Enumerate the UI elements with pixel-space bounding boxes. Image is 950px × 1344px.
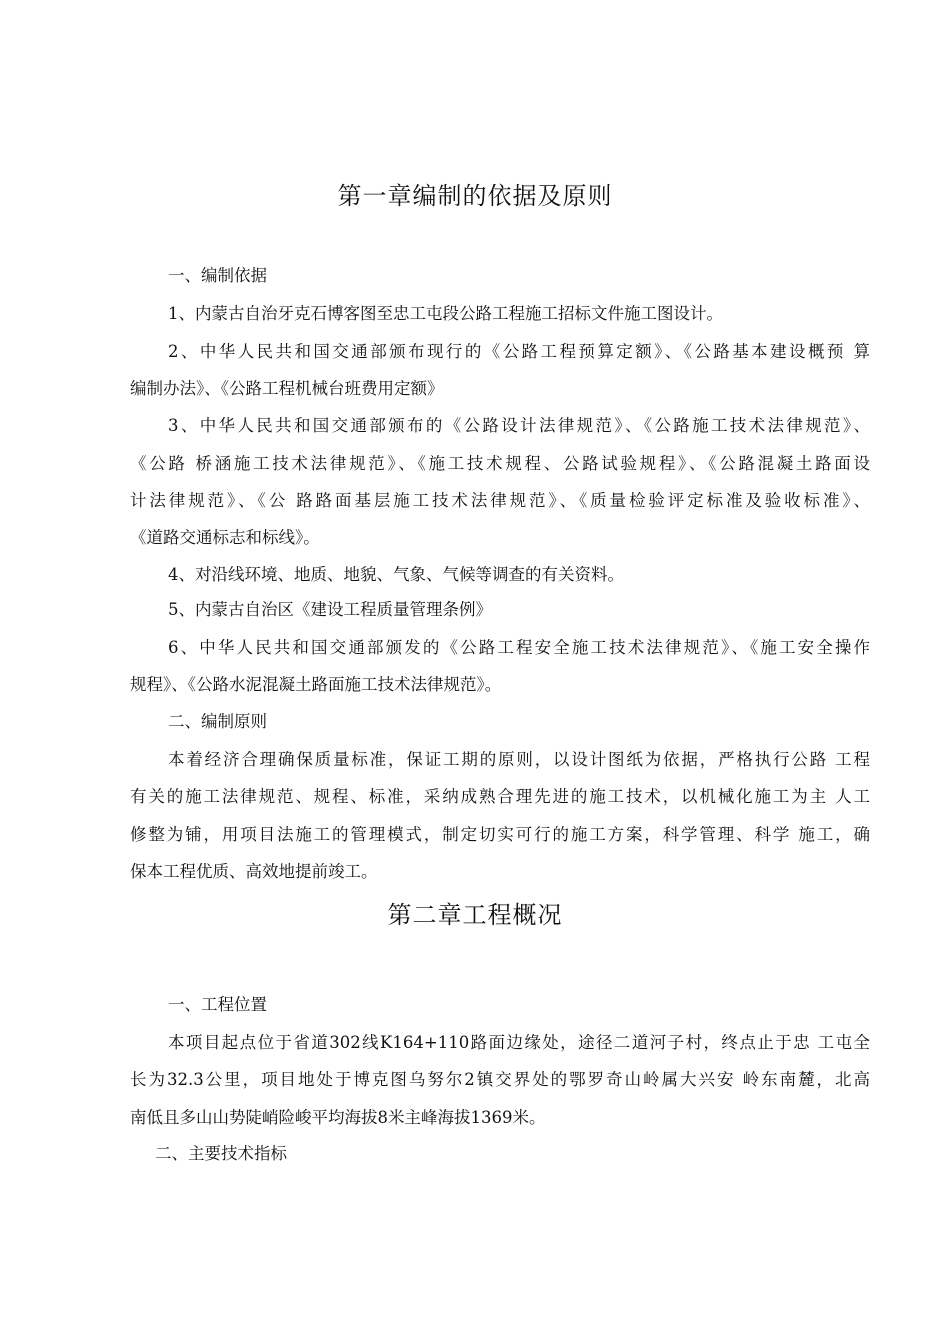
basis-item-1: 1、内蒙古自治牙克石博客图至忠工屯段公路工程施工招标文件施工图设计。 [168,304,723,323]
basis-item-2-line-1: 2、中华人民共和国交通部颁布现行的《公路工程预算定额》、《公路基本建设概预 算 [168,342,870,361]
principle-line-1: 本着经济合理确保质量标准，保证工期的原则，以设计图纸为依据，严格执行公路 工程 [168,750,870,769]
location-line-3: 南低且多山山势陡峭险峻平均海拔8米主峰海拔1369米。 [130,1108,546,1127]
section-heading-tech-indicators: 二、主要技术指标 [155,1144,287,1163]
section-heading-location: 一、工程位置 [168,995,267,1014]
section-heading-basis: 一、编制依据 [168,266,267,285]
basis-item-5: 5、内蒙古自治区《建设工程质量管理条例》 [168,600,492,619]
principle-line-2: 有关的施工法律规范、规程、标准，采纳成熟合理先进的施工技术，以机械化施工为主 人工 [130,787,870,806]
location-line-1: 本项目起点位于省道302线K164+110路面边缘处，途径二道河子村，终点止于忠 工屯全 [168,1033,870,1052]
basis-item-2-line-2: 编制办法》、《公路工程机械台班费用定额》 [130,379,444,398]
principle-line-3: 修整为铺，用项目法施工的管理模式，制定切实可行的施工方案，科学管理、科学 施工，确 [130,825,870,844]
principle-line-4: 保本工程优质、高效地提前竣工。 [130,862,378,881]
basis-item-6-line-2: 规程》、《公路水泥混凝土路面施工技术法律规范》。 [130,675,502,694]
basis-item-3-line-4: 《道路交通标志和标线》。 [130,528,320,547]
location-line-2: 长为32.3公里，项目地处于博克图乌努尔2镇交界处的鄂罗奇山岭属大兴安 岭东南麓，北高 [130,1070,870,1089]
basis-item-3-line-3: 计法律规范》、《公 路路面基层施工技术法律规范》、《质量检验评定标准及验收标准》、 [130,491,870,510]
basis-item-3-line-1: 3、中华人民共和国交通部颁布的《公路设计法律规范》、《公路施工技术法律规范》、 [168,416,870,435]
chapter2-title: 第二章工程概况 [387,901,563,929]
basis-item-4: 4、对沿线环境、地质、地貌、气象、气候等调查的有关资料。 [168,565,624,584]
basis-item-3-line-2: 《公路 桥涵施工技术法律规范》、《施工技术规程、公路试验规程》、《公路混凝土路面设 [130,454,870,473]
section-heading-principle: 二、编制原则 [168,712,267,731]
basis-item-6-line-1: 6、中华人民共和国交通部颁发的《公路工程安全施工技术法律规范》、《施工安全操作 [168,638,870,657]
chapter1-title: 第一章编制的依据及原则 [337,182,613,210]
